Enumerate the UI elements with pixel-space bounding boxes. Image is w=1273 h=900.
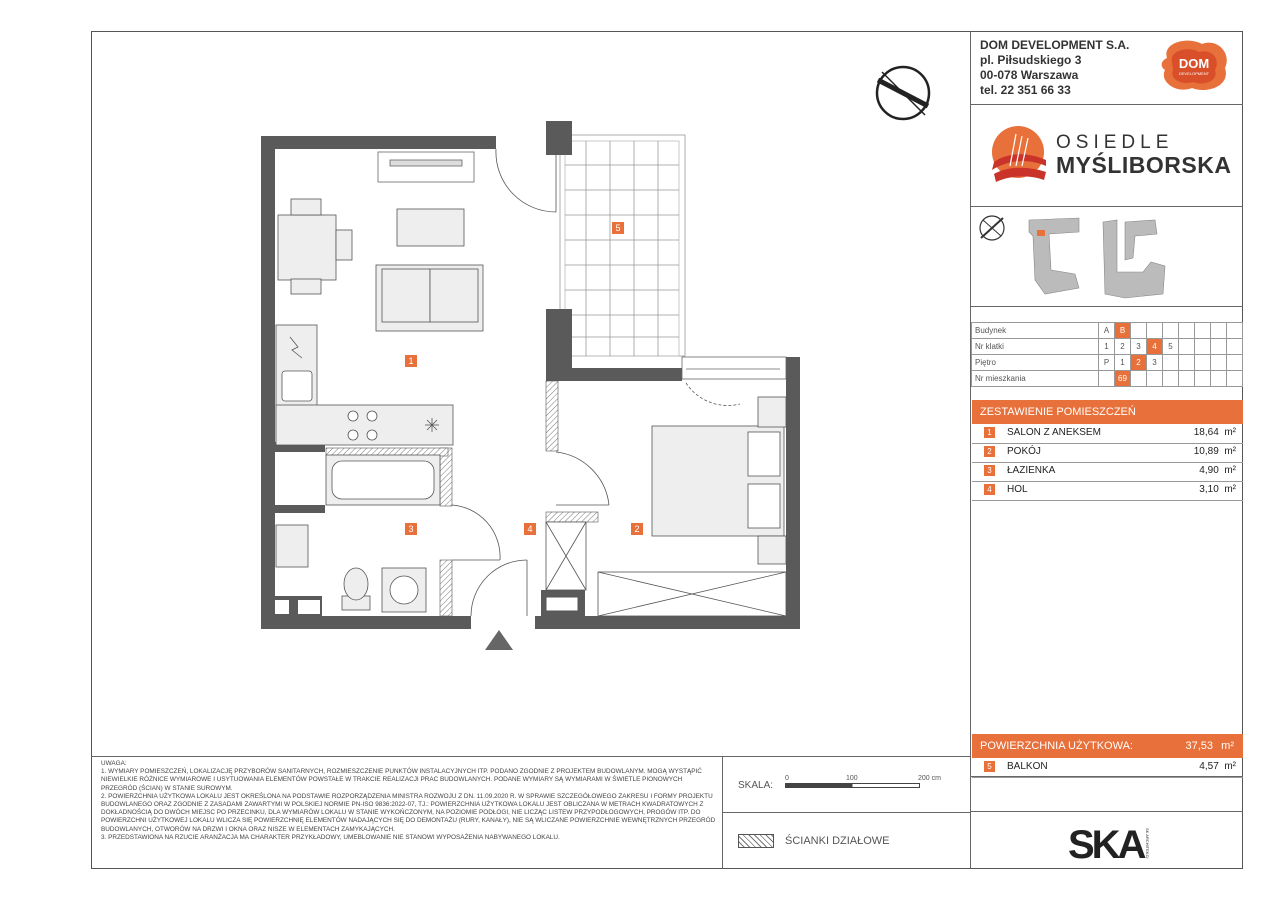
location-row [972, 371, 1243, 387]
location-cell [1163, 355, 1179, 371]
location-cell [1131, 371, 1147, 387]
location-cell: 5 [1163, 339, 1179, 355]
scale-tick-100: 100 [846, 775, 858, 782]
room-label-4: 4 [527, 524, 533, 534]
location-cell [1179, 355, 1195, 371]
dom-development-logo [1157, 38, 1231, 92]
scale-tick-0: 0 [785, 775, 789, 782]
scale-tick-200: 200 cm [918, 775, 941, 782]
location-cell [1099, 371, 1115, 387]
room-row [972, 443, 1243, 463]
note-item: 1. WYMIARY POMIESZCZEŃ, LOKALIZACJĘ PRZYBORÓW SANITARNYCH, ROZMIESZCZENIE PUNKTÓW INSTALACYJNYCH ITP. PODANO ZGODNIE Z PROJEKTEM BUDOWLANYM. MOGĄ WYSTĄPIĆ NIEWIELKIE RÓŻNICE WYMIAROWE I USYTUOWANIA ELEMENTÓW POWSTAŁE W TRAKCIE REALIZACJI PRAC BUDOWLANYCH. PODANE WYMIARY SĄ WYMIARAMI W ŚWIETLE PIONOWYCH PRZEGRÓD (ŚCIAN) W STANIE SUROWYM. [101, 768, 702, 792]
location-cell [1131, 323, 1147, 339]
room-area [1199, 465, 1236, 476]
location-row [972, 339, 1243, 355]
location-row [972, 355, 1243, 371]
balcony-area-value: 4,57 [1199, 761, 1219, 772]
company-phone: tel. 22 351 66 33 [980, 83, 1071, 97]
room-area-value: 10,89 [1193, 446, 1219, 457]
project-name-line1: OSIEDLE [1056, 132, 1174, 153]
balcony-name: BALKON [1007, 761, 1048, 772]
location-cell [1163, 371, 1179, 387]
note-item: 3. PRZEDSTAWIONA NA RZUCIE ARANŻACJA MA CHARAKTER PRZYKŁADOWY, UMEBLOWANIE NIE STANOWI WYPOSAŻENIA NABYWANEGO LOKALU. [101, 833, 560, 841]
room-name: HOL [1007, 484, 1028, 495]
ska-logo-subtext: SK ARCHITEKCI [1145, 828, 1150, 859]
location-row-label: Nr mieszkania [972, 371, 1099, 387]
location-cell [1163, 323, 1179, 339]
bed [652, 397, 786, 564]
shaft [546, 597, 578, 611]
room-area-unit: m² [1224, 427, 1236, 438]
room-row [972, 424, 1243, 444]
room-label-5: 5 [615, 223, 621, 233]
location-cell: 2 [1131, 355, 1147, 371]
partition-wall-label: ŚCIANKI DZIAŁOWE [785, 835, 890, 847]
bathtub [326, 455, 440, 505]
location-cell [1211, 323, 1227, 339]
company-address-1: pl. Piłsudskiego 3 [980, 53, 1082, 67]
location-table [971, 322, 1243, 387]
shaft [275, 600, 289, 614]
location-cell: 1 [1099, 339, 1115, 355]
location-cell [1211, 339, 1227, 355]
room-area [1194, 427, 1236, 438]
osiedle-logo-icon [988, 122, 1052, 190]
location-cell [1179, 339, 1195, 355]
location-cell [1195, 323, 1211, 339]
location-row-label: Nr klatki [972, 339, 1099, 355]
room-name: ŁAZIENKA [1007, 465, 1056, 476]
location-cell [1195, 355, 1211, 371]
room-label-2: 2 [634, 524, 640, 534]
location-cell [1227, 323, 1243, 339]
location-cell: A [1099, 323, 1115, 339]
kitchen-sink [282, 371, 312, 401]
balcony-number: 5 [984, 761, 995, 772]
scale-label: SKALA: [738, 780, 774, 791]
location-cell: 4 [1147, 339, 1163, 355]
location-cell [1227, 371, 1243, 387]
location-cell: P [1099, 355, 1115, 371]
north-arrow-small-icon [980, 216, 1004, 240]
note-item: 2. POWIERZCHNIA UŻYTKOWA LOKALU JEST OKREŚLONA NA PODSTAWIE ROZPORZĄDZENIA MINISTRA ROZWOJU Z DN. 11.09.2020 R. W SPRAWIE SZCZEGÓŁOWEGO ZAKRESU I FORMY PROJEKTU BUDOWLANEGO ORAZ ZGODNIE Z ZASADAMI ZAWARTYMI W POLSKIEJ NORMIE PN-ISO 9836:2022-07, TJ.: POWIERZCHNIA UŻYTKOWA LOKALU JEST OBLICZANA W METRACH KWADRATOWYCH Z DOKŁADNOŚCIĄ DO DWÓCH MIEJSC PO PRZECINKU, DLA WYMIARÓW LOKALU W STANIE WYKOŃCZONYM, NA POZIOMIE PODŁOGI, NIE LICZĄC LISTEW PRZYPODŁOGOWYCH, PROGÓW ITP. DO POWIERZCHNI UŻYTKOWEJ LOKALU WLICZA SIĘ POWIERZCHNIĘ ELEMENTÓW NADAJĄCYCH SIĘ DO DEMONTAŻU (RURY, KANAŁY), NIE SĄ WLICZANE POWIERZCHNIE WEWNĘTRZNYCH PRZEGRÓD BUDOWLANYCH, OTWORÓW NA DRZWI I OKNA ORAZ NISZE W ELEMENTACH ZAMYKAJĄCYCH. [101, 792, 716, 833]
ska-logo-text: SKA [1068, 823, 1144, 864]
panel-line [970, 811, 1243, 812]
usable-area-value: 37,53 [1185, 740, 1213, 752]
room-number: 1 [984, 427, 995, 438]
legend-line [722, 812, 971, 813]
location-cell [1147, 371, 1163, 387]
notes-block [101, 760, 717, 842]
dining-table [278, 199, 352, 294]
ska-architects-logo [1066, 820, 1156, 864]
location-cell [1211, 355, 1227, 371]
location-cell [1227, 339, 1243, 355]
location-cell [1179, 323, 1195, 339]
project-name-line2: MYŚLIBORSKA [1056, 152, 1232, 178]
location-cell: 3 [1147, 355, 1163, 371]
room-area-value: 3,10 [1199, 484, 1219, 495]
room-label-1: 1 [408, 356, 414, 366]
room-area-value: 4,90 [1199, 465, 1219, 476]
bathroom-sink [276, 525, 308, 567]
room-row [972, 481, 1243, 501]
room-area [1194, 446, 1236, 457]
dom-logo-text: DOM [1178, 56, 1210, 71]
room-number: 2 [984, 446, 995, 457]
sofa [376, 265, 483, 331]
location-cell [1147, 323, 1163, 339]
balcony-row [972, 758, 1243, 778]
location-cell [1195, 371, 1211, 387]
room-name: SALON Z ANEKSEM [1007, 427, 1101, 438]
rooms-header: ZESTAWIENIE POMIESZCZEŃ [972, 400, 1243, 424]
scale-bar [785, 783, 920, 788]
wardrobe [598, 572, 786, 616]
room-area [1199, 484, 1236, 495]
shaft [298, 600, 320, 614]
room-area-unit: m² [1224, 484, 1236, 495]
room-area-unit: m² [1224, 446, 1236, 457]
dom-logo-subtext: DEVELOPMENT [1178, 71, 1210, 76]
panel-line [970, 104, 1243, 105]
location-cell: 1 [1115, 355, 1131, 371]
usable-area-label: POWIERZCHNIA UŻYTKOWA: [980, 740, 1133, 752]
balcony-area [1199, 761, 1236, 772]
room-number: 3 [984, 465, 995, 476]
coffee-table [397, 209, 464, 246]
panel-line [970, 206, 1243, 207]
location-cell [1211, 371, 1227, 387]
notes-top-line [91, 756, 971, 757]
notes-title: UWAGA: [101, 760, 127, 767]
room-label-3: 3 [408, 524, 414, 534]
panel-line [970, 306, 1243, 307]
room-name: POKÓJ [1007, 446, 1041, 457]
door [452, 149, 740, 616]
location-row-label: Budynek [972, 323, 1099, 339]
entrance-arrow-icon [485, 630, 513, 650]
room-row [972, 462, 1243, 482]
location-cell: 3 [1131, 339, 1147, 355]
usable-area-unit: m² [1221, 740, 1234, 752]
room-number: 4 [984, 484, 995, 495]
floor-plan [92, 32, 962, 752]
location-cell: 2 [1115, 339, 1131, 355]
location-cell [1179, 371, 1195, 387]
location-row-label: Piętro [972, 355, 1099, 371]
company-info [980, 38, 1129, 98]
panel-divider [970, 31, 971, 869]
north-arrow-icon [877, 67, 929, 119]
hall-closet [546, 522, 586, 590]
company-name: DOM DEVELOPMENT S.A. [980, 38, 1130, 52]
location-row [972, 323, 1243, 339]
room-area-value: 18,64 [1193, 427, 1219, 438]
balcony-area [560, 135, 685, 356]
balcony-area-unit: m² [1224, 761, 1236, 772]
location-cell [1227, 355, 1243, 371]
company-address-2: 00-078 Warszawa [980, 68, 1079, 82]
location-cell [1195, 339, 1211, 355]
toilet [342, 568, 370, 610]
key-plan [975, 210, 1243, 304]
room-area-unit: m² [1224, 465, 1236, 476]
location-cell: 69 [1115, 371, 1131, 387]
usable-area-header [972, 734, 1243, 758]
location-cell: B [1115, 323, 1131, 339]
washing-machine [382, 568, 426, 612]
partition-wall-swatch [738, 834, 774, 848]
kitchen-counter [276, 325, 453, 445]
